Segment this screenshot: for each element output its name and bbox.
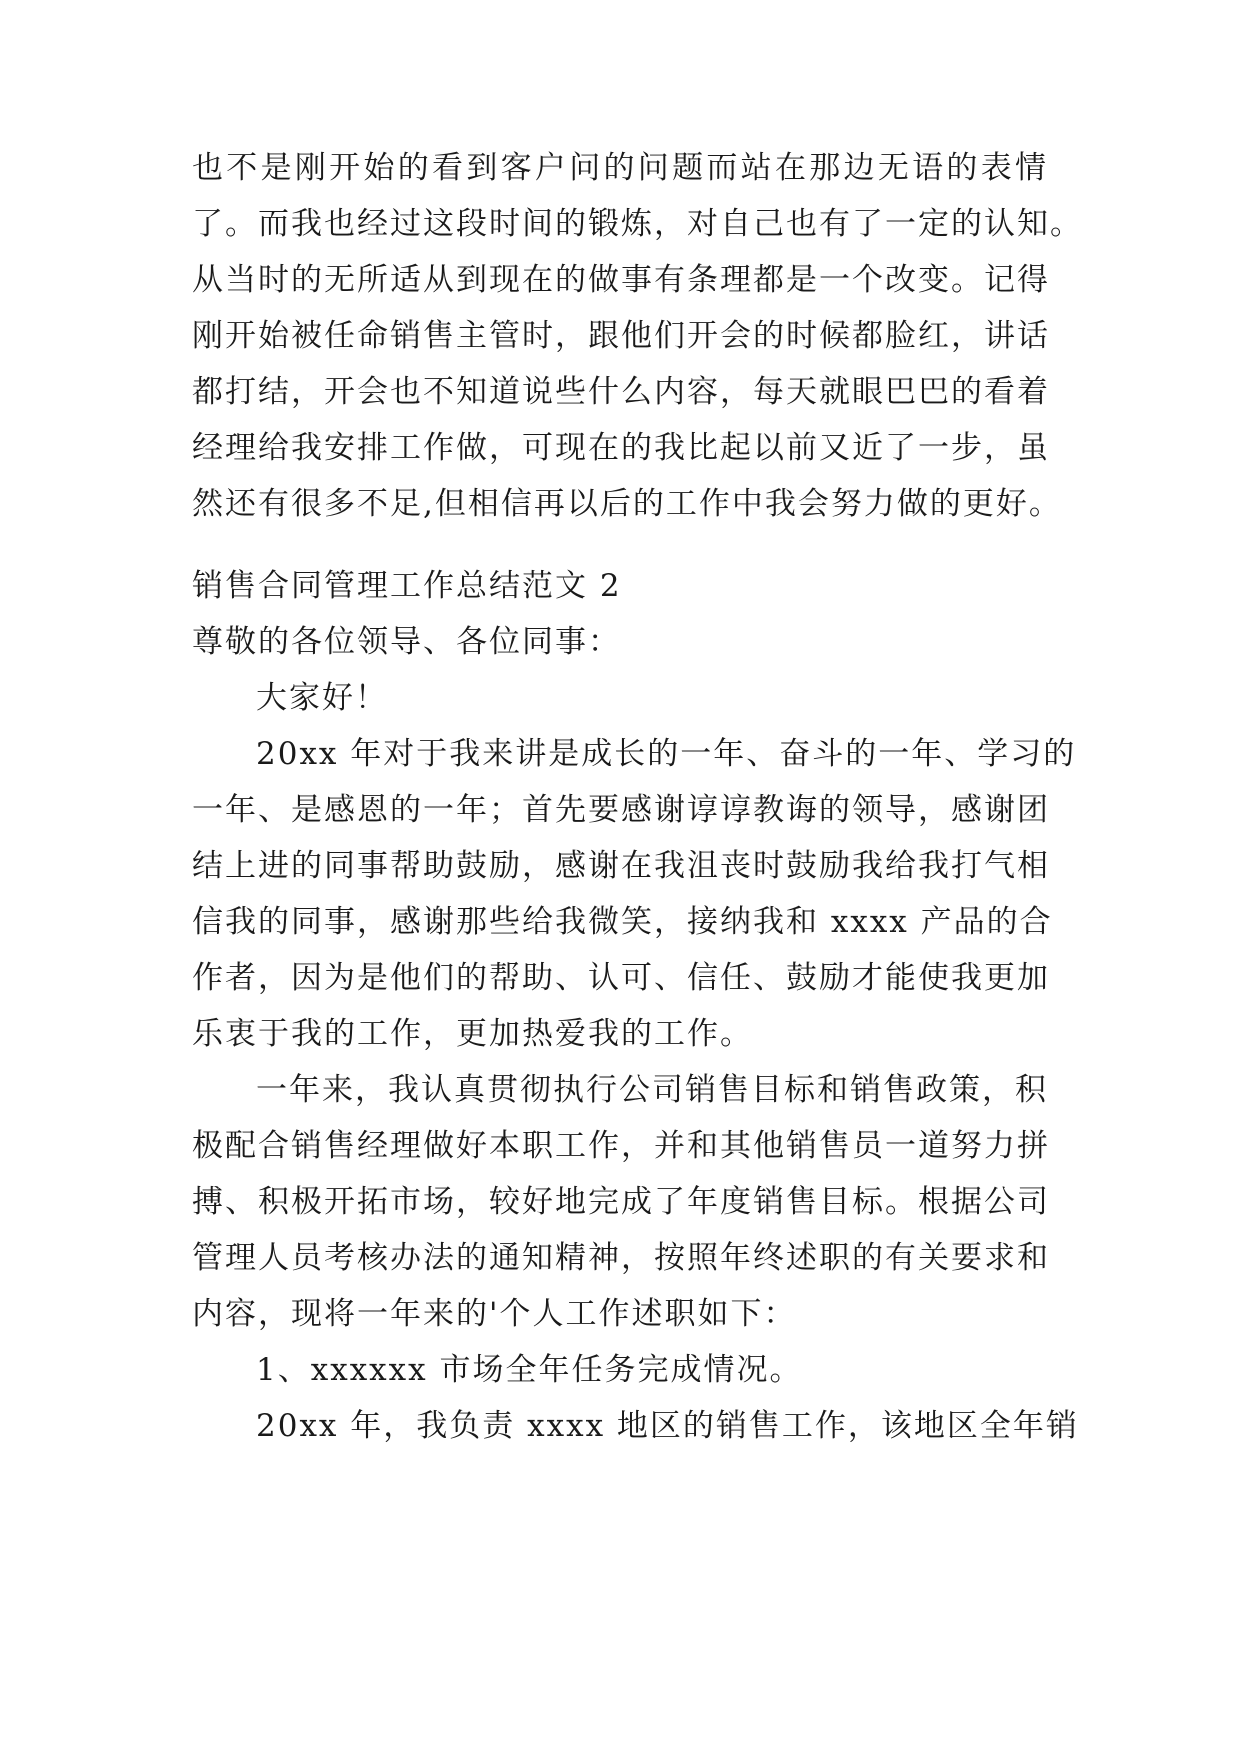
paragraph-line: 结上进的同事帮助鼓励，感谢在我沮丧时鼓励我给我打气相 — [192, 848, 1050, 884]
paragraph-line: 然还有很多不足,但相信再以后的工作中我会努力做的更好。 — [192, 486, 1062, 522]
paragraph-line: 内容，现将一年来的'个人工作述职如下： — [192, 1296, 797, 1332]
paragraph-line: 20xx 年对于我来讲是成长的一年、奋斗的一年、学习的 — [256, 736, 1077, 772]
paragraph-line: 作者，因为是他们的帮助、认可、信任、鼓励才能使我更加 — [192, 960, 1050, 996]
greeting: 大家好！ — [256, 680, 388, 716]
paragraph-line: 也不是刚开始的看到客户问的问题而站在那边无语的表情 — [192, 150, 1048, 186]
paragraph-line: 从当时的无所适从到现在的做事有条理都是一个改变。记得 — [192, 262, 1050, 298]
paragraph-line: 都打结，开会也不知道说些什么内容，每天就眼巴巴的看着 — [192, 374, 1050, 410]
paragraph-line: 20xx 年，我负责 xxxx 地区的销售工作，该地区全年销 — [256, 1408, 1079, 1444]
paragraph-line: 刚开始被任命销售主管时，跟他们开会的时候都脸红，讲话 — [192, 318, 1050, 354]
paragraph-line: 乐衷于我的工作，更加热爱我的工作。 — [192, 1016, 753, 1052]
salutation: 尊敬的各位领导、各位同事： — [192, 624, 621, 660]
paragraph-line: 一年来，我认真贯彻执行公司销售目标和销售政策，积 — [256, 1072, 1048, 1108]
paragraph-line: 经理给我安排工作做，可现在的我比起以前又近了一步，虽 — [192, 430, 1050, 466]
paragraph-line: 了。而我也经过这段时间的锻炼，对自己也有了一定的认知。 — [192, 206, 1083, 242]
list-item: 1、xxxxxx 市场全年任务完成情况。 — [256, 1352, 803, 1388]
paragraph-line: 搏、积极开拓市场，较好地完成了年度销售目标。根据公司 — [192, 1184, 1050, 1220]
paragraph-line: 极配合销售经理做好本职工作，并和其他销售员一道努力拼 — [192, 1128, 1050, 1164]
section-title: 销售合同管理工作总结范文 2 — [192, 568, 622, 604]
paragraph-line: 管理人员考核办法的通知精神，按照年终述职的有关要求和 — [192, 1240, 1050, 1276]
paragraph-line: 信我的同事，感谢那些给我微笑，接纳我和 xxxx 产品的合 — [192, 904, 1053, 940]
paragraph-line: 一年、是感恩的一年；首先要感谢谆谆教诲的领导，感谢团 — [192, 792, 1050, 828]
